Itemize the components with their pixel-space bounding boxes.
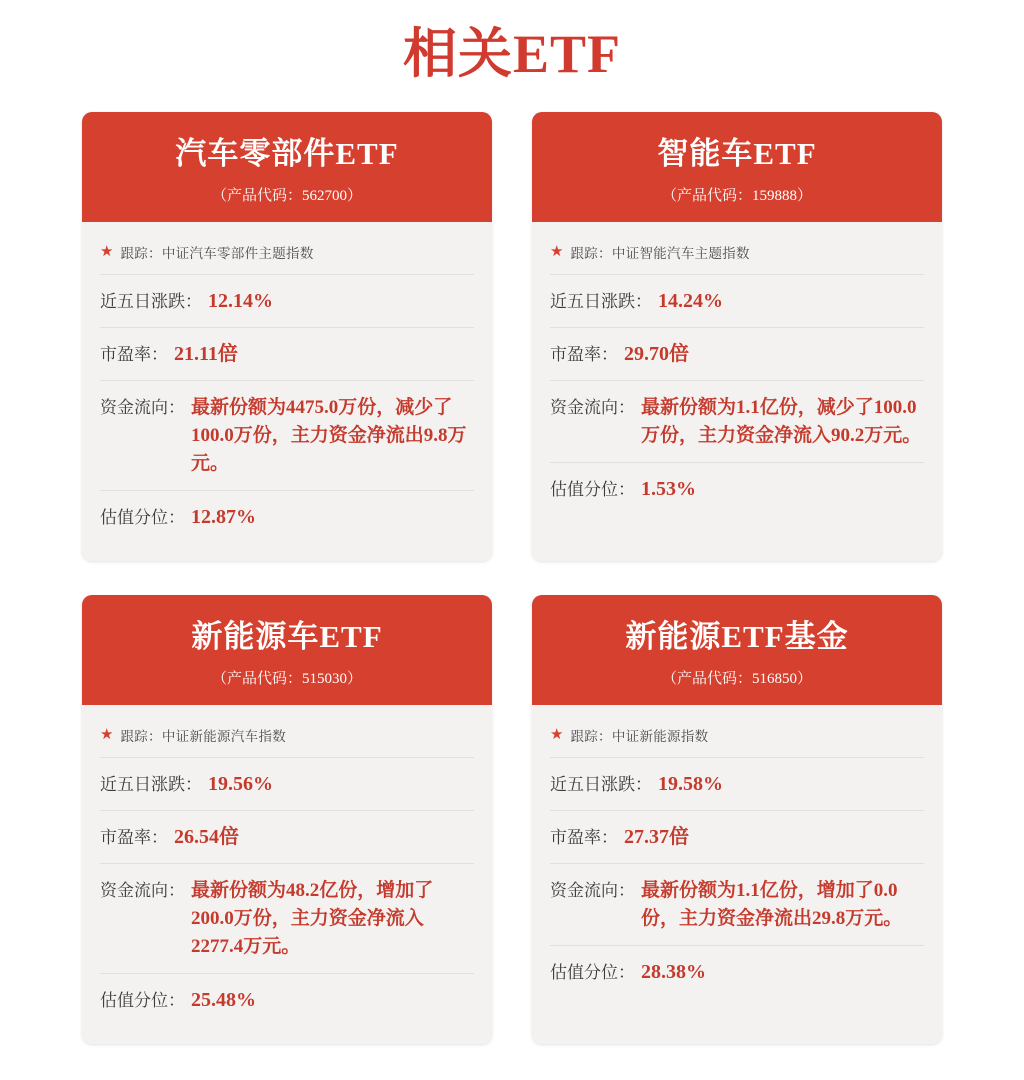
etf-card-header	[82, 112, 492, 222]
etf-flow-label: 资金流向：	[550, 398, 635, 417]
etf-track-label: 跟踪：	[120, 246, 162, 261]
etf-card-body	[532, 222, 942, 533]
etf-code-value: 159888	[752, 188, 797, 204]
etf-flow-row	[100, 864, 474, 974]
etf-valuation-row	[100, 491, 474, 543]
etf-name: 智能车ETF	[657, 136, 817, 171]
star-icon: ★	[550, 243, 564, 260]
etf-card-header	[532, 595, 942, 705]
etf-valuation-value: 12.87%	[191, 506, 256, 528]
etf-five-day-value: 14.24%	[658, 290, 723, 312]
etf-five-day-row	[100, 275, 474, 328]
etf-card[interactable]	[82, 595, 492, 1044]
etf-pe-row	[100, 811, 474, 864]
etf-valuation-label: 估值分位：	[100, 508, 185, 527]
etf-track-row	[550, 719, 924, 758]
etf-pe-value: 21.11倍	[174, 343, 238, 365]
etf-five-day-label: 近五日涨跌：	[550, 292, 652, 311]
etf-five-day-label: 近五日涨跌：	[550, 775, 652, 794]
etf-card[interactable]	[532, 112, 942, 561]
star-icon: ★	[100, 243, 114, 260]
etf-card-body	[82, 705, 492, 1044]
etf-code-suffix: ）	[347, 188, 363, 204]
etf-pe-row	[550, 328, 924, 381]
etf-pe-value: 26.54倍	[174, 826, 239, 848]
etf-code-value: 516850	[752, 671, 797, 687]
etf-flow-label: 资金流向：	[100, 881, 185, 900]
etf-pe-value: 29.70倍	[624, 343, 689, 365]
etf-code-prefix: （产品代码：	[211, 671, 302, 687]
etf-flow-label: 资金流向：	[550, 881, 635, 900]
etf-code-suffix: ）	[797, 671, 813, 687]
etf-five-day-row	[100, 758, 474, 811]
etf-five-day-row	[550, 758, 924, 811]
etf-flow-value: 最新份额为1.1亿份，减少了100.0万份，主力资金净流入90.2万元。	[641, 397, 922, 446]
etf-code	[542, 186, 932, 206]
etf-card[interactable]	[82, 112, 492, 561]
etf-code-prefix: （产品代码：	[661, 671, 752, 687]
etf-code-prefix: （产品代码：	[211, 188, 302, 204]
etf-flow-value: 最新份额为48.2亿份，增加了200.0万份，主力资金净流入2277.4万元。	[191, 880, 434, 957]
etf-code-value: 515030	[302, 671, 347, 687]
etf-valuation-row	[100, 974, 474, 1026]
etf-flow-label: 资金流向：	[100, 398, 185, 417]
etf-flow-row	[550, 381, 924, 463]
etf-card-header	[532, 112, 942, 222]
etf-pe-label: 市盈率：	[550, 828, 618, 847]
etf-track-label: 跟踪：	[570, 729, 612, 744]
page-title: 相关ETF	[402, 24, 622, 84]
etf-name: 新能源车ETF	[191, 619, 383, 654]
etf-pe-value: 27.37倍	[624, 826, 689, 848]
star-icon: ★	[100, 726, 114, 743]
etf-track-row	[100, 236, 474, 275]
etf-track-label: 跟踪：	[570, 246, 612, 261]
etf-pe-row	[100, 328, 474, 381]
etf-card-header	[82, 595, 492, 705]
etf-code-suffix: ）	[797, 188, 813, 204]
etf-flow-value: 最新份额为4475.0万份，减少了100.0万份，主力资金净流出9.8万元。	[191, 397, 467, 474]
etf-code	[92, 669, 482, 689]
etf-five-day-value: 19.58%	[658, 773, 723, 795]
etf-code-value: 562700	[302, 188, 347, 204]
etf-track-value: 中证新能源汽车指数	[161, 729, 287, 744]
etf-track-row	[550, 236, 924, 275]
etf-code	[542, 669, 932, 689]
etf-track-row	[100, 719, 474, 758]
etf-pe-label: 市盈率：	[100, 345, 168, 364]
etf-five-day-label: 近五日涨跌：	[100, 292, 202, 311]
etf-card-body	[82, 222, 492, 561]
etf-pe-row	[550, 811, 924, 864]
etf-card-grid	[82, 112, 942, 1044]
etf-flow-value: 最新份额为1.1亿份，增加了0.0份，主力资金净流出29.8万元。	[641, 880, 903, 929]
etf-code-suffix: ）	[347, 671, 363, 687]
etf-pe-label: 市盈率：	[100, 828, 168, 847]
etf-valuation-value: 25.48%	[191, 989, 256, 1011]
etf-track-value: 中证智能汽车主题指数	[611, 246, 750, 261]
etf-track-label: 跟踪：	[120, 729, 162, 744]
etf-card-body	[532, 705, 942, 1016]
etf-valuation-value: 28.38%	[641, 961, 706, 983]
etf-five-day-label: 近五日涨跌：	[100, 775, 202, 794]
star-icon: ★	[550, 726, 564, 743]
etf-pe-label: 市盈率：	[550, 345, 618, 364]
etf-valuation-value: 1.53%	[641, 478, 696, 500]
etf-valuation-label: 估值分位：	[100, 991, 185, 1010]
etf-flow-row	[550, 864, 924, 946]
etf-valuation-row	[550, 463, 924, 515]
etf-five-day-value: 19.56%	[208, 773, 273, 795]
etf-track-value: 中证新能源指数	[611, 729, 709, 744]
etf-code	[92, 186, 482, 206]
etf-valuation-label: 估值分位：	[550, 480, 635, 499]
etf-card[interactable]	[532, 595, 942, 1044]
etf-track-value: 中证汽车零部件主题指数	[161, 246, 314, 261]
etf-name: 新能源ETF基金	[625, 619, 849, 654]
etf-valuation-row	[550, 946, 924, 998]
etf-name: 汽车零部件ETF	[175, 136, 399, 171]
etf-valuation-label: 估值分位：	[550, 963, 635, 982]
etf-five-day-row	[550, 275, 924, 328]
etf-five-day-value: 12.14%	[208, 290, 273, 312]
etf-flow-row	[100, 381, 474, 491]
etf-code-prefix: （产品代码：	[661, 188, 752, 204]
